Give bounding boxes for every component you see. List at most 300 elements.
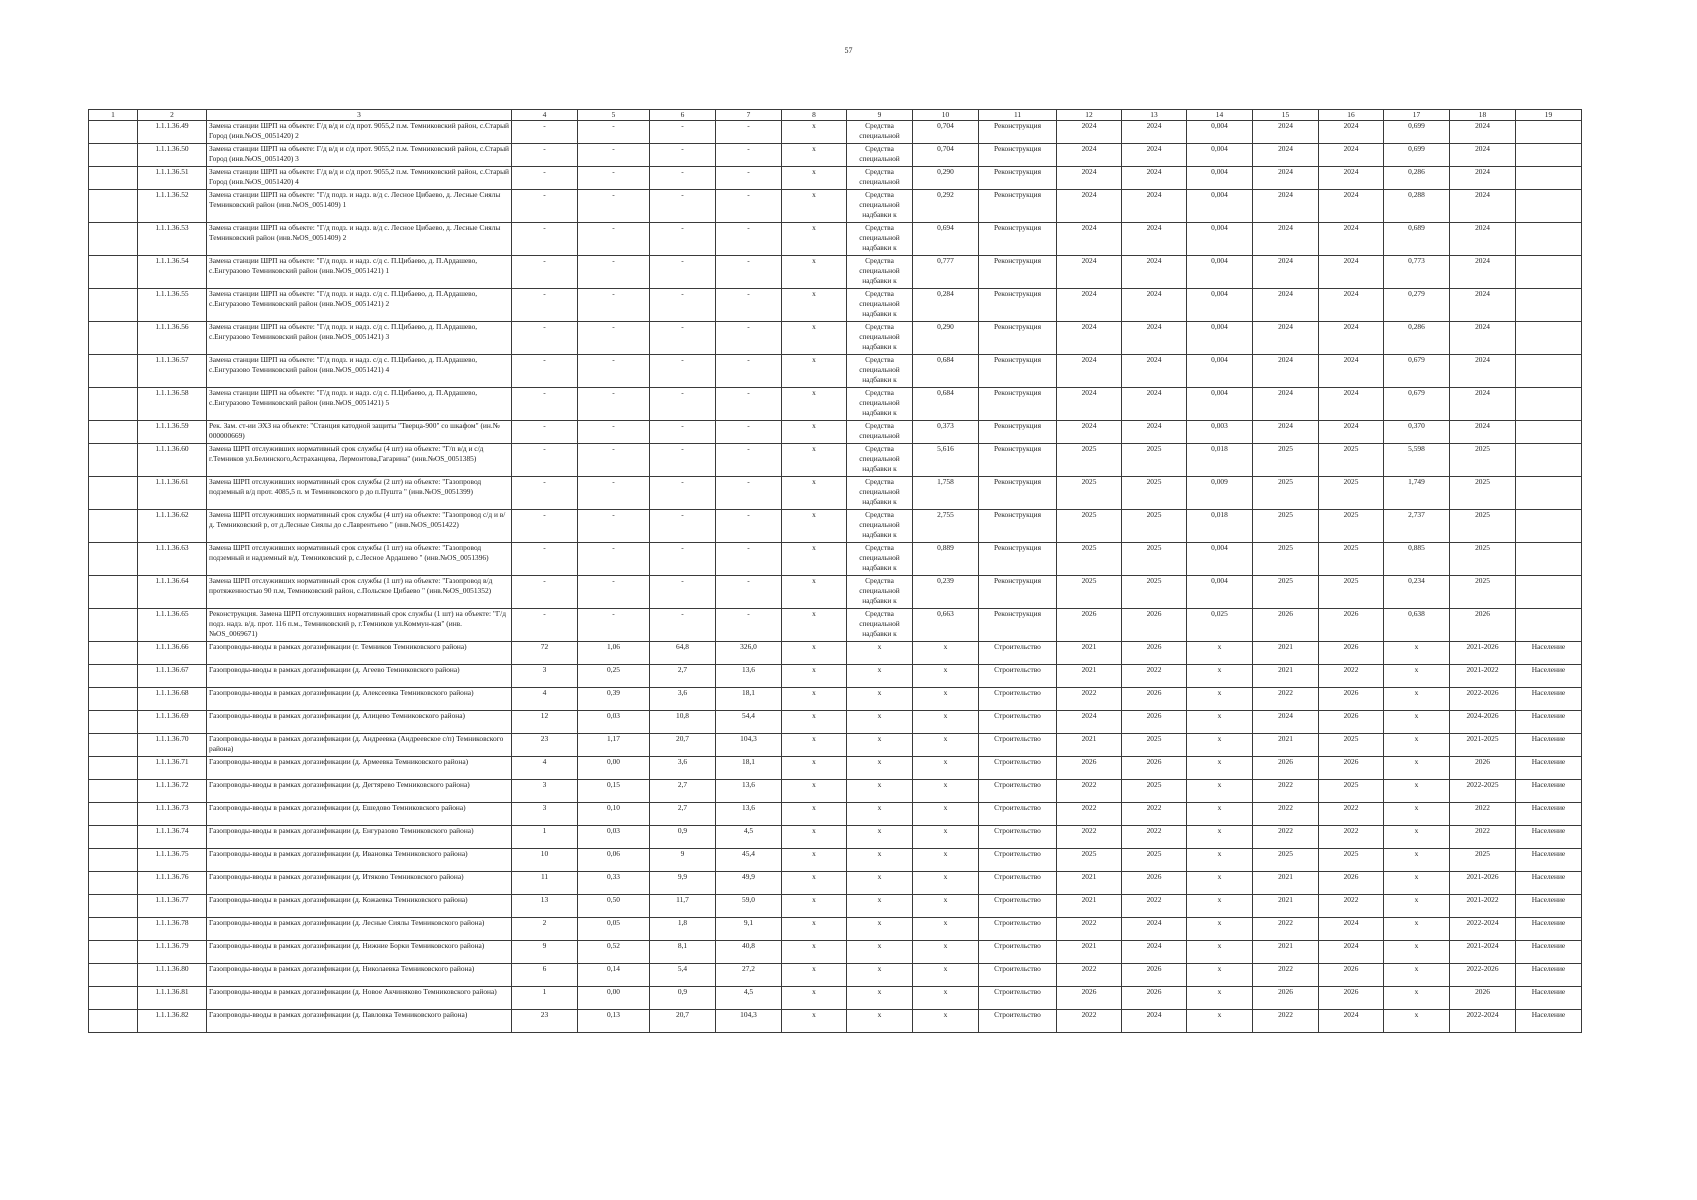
row-col-4: - [512, 576, 578, 609]
row-col-4: - [512, 223, 578, 256]
row-col-16: 2025 [1319, 543, 1384, 576]
row-description: Газопроводы-вводы в рамках догазификации (д. Армеевка Темниковского района) [207, 757, 512, 780]
row-col-10: 0,290 [913, 322, 979, 355]
row-col-14: 0,004 [1187, 543, 1253, 576]
row-cell-1 [89, 918, 138, 941]
column-number: 5 [578, 110, 650, 121]
row-col-16: 2024 [1319, 190, 1384, 223]
row-col-16: 2026 [1319, 872, 1384, 895]
row-description: Газопроводы-вводы в рамках догазификации (г. Темников Темниковского района) [207, 642, 512, 665]
row-col-14: х [1187, 918, 1253, 941]
row-col-13: 2025 [1122, 780, 1187, 803]
row-period: 2025 [1450, 576, 1516, 609]
row-col-16: 2026 [1319, 757, 1384, 780]
row-consumer [1516, 576, 1582, 609]
row-period: 2021-2026 [1450, 642, 1516, 665]
column-number: 16 [1319, 110, 1384, 121]
row-col-17: х [1384, 826, 1450, 849]
row-funding-source: Средства специальной надбавки к [847, 223, 913, 256]
row-col-15: 2024 [1253, 256, 1319, 289]
row-id: 1.1.1.36.51 [138, 167, 207, 190]
row-col-10: 5,616 [913, 444, 979, 477]
row-col-4: 6 [512, 964, 578, 987]
row-col-14: 0,004 [1187, 121, 1253, 144]
row-consumer: Население [1516, 941, 1582, 964]
row-col-6: 20,7 [650, 734, 716, 757]
row-col-13: 2024 [1122, 941, 1187, 964]
row-description: Замена ШРП отслуживших нормативный срок службы (4 шт) на объекте: "Г/п в/д и с/д г.Темников ул.Белинского,Астраханцева, Лермонтова,Гагарина" (инв.№OS_0051385) [207, 444, 512, 477]
row-col-10: х [913, 826, 979, 849]
row-consumer [1516, 355, 1582, 388]
row-period: 2021-2024 [1450, 941, 1516, 964]
row-col-8: х [782, 642, 847, 665]
row-col-4: 23 [512, 734, 578, 757]
row-col-17: 0,679 [1384, 355, 1450, 388]
row-col-12: 2021 [1057, 895, 1122, 918]
row-funding-source: Средства специальной [847, 144, 913, 167]
row-col-4: - [512, 190, 578, 223]
row-col-6: - [650, 223, 716, 256]
row-col-4: - [512, 144, 578, 167]
row-cell-1 [89, 121, 138, 144]
row-cell-1 [89, 757, 138, 780]
row-col-10: 0,684 [913, 355, 979, 388]
row-col-8: х [782, 510, 847, 543]
column-number: 17 [1384, 110, 1450, 121]
row-work-type: Реконструкция [979, 510, 1057, 543]
row-col-16: 2024 [1319, 167, 1384, 190]
row-consumer [1516, 121, 1582, 144]
row-col-4: - [512, 609, 578, 642]
row-period: 2024 [1450, 289, 1516, 322]
row-consumer: Население [1516, 826, 1582, 849]
row-col-8: х [782, 780, 847, 803]
row-col-5: 0,03 [578, 826, 650, 849]
row-col-5: 0,39 [578, 688, 650, 711]
row-funding-source: Средства специальной надбавки к [847, 322, 913, 355]
row-cell-1 [89, 780, 138, 803]
row-col-8: х [782, 121, 847, 144]
row-col-7: 13,6 [716, 780, 782, 803]
row-col-17: х [1384, 780, 1450, 803]
row-col-5: 0,00 [578, 987, 650, 1010]
row-work-type: Строительство [979, 711, 1057, 734]
row-consumer [1516, 289, 1582, 322]
row-consumer: Население [1516, 780, 1582, 803]
row-work-type: Реконструкция [979, 388, 1057, 421]
row-consumer [1516, 190, 1582, 223]
row-col-14: х [1187, 665, 1253, 688]
row-col-12: 2024 [1057, 289, 1122, 322]
row-id: 1.1.1.36.72 [138, 780, 207, 803]
table-row [89, 872, 1582, 895]
row-col-8: х [782, 477, 847, 510]
row-col-7: - [716, 576, 782, 609]
row-col-16: 2025 [1319, 780, 1384, 803]
row-col-5: - [578, 421, 650, 444]
row-consumer: Население [1516, 711, 1582, 734]
row-col-8: х [782, 734, 847, 757]
row-col-17: х [1384, 987, 1450, 1010]
row-col-17: 0,286 [1384, 167, 1450, 190]
row-col-13: 2026 [1122, 757, 1187, 780]
row-funding-source: Средства специальной [847, 167, 913, 190]
row-col-16: 2024 [1319, 941, 1384, 964]
row-cell-1 [89, 190, 138, 223]
row-col-12: 2024 [1057, 121, 1122, 144]
row-col-4: 13 [512, 895, 578, 918]
row-cell-1 [89, 289, 138, 322]
row-col-4: 4 [512, 757, 578, 780]
row-id: 1.1.1.36.53 [138, 223, 207, 256]
row-col-7: 59,0 [716, 895, 782, 918]
row-col-13: 2025 [1122, 477, 1187, 510]
row-col-6: - [650, 510, 716, 543]
row-col-15: 2024 [1253, 190, 1319, 223]
row-col-16: 2022 [1319, 826, 1384, 849]
row-col-6: 20,7 [650, 1010, 716, 1033]
row-col-7: 4,5 [716, 987, 782, 1010]
row-col-6: 0,9 [650, 987, 716, 1010]
row-period: 2025 [1450, 510, 1516, 543]
table-row [89, 167, 1582, 190]
row-col-10: 0,704 [913, 144, 979, 167]
row-id: 1.1.1.36.82 [138, 1010, 207, 1033]
row-col-5: - [578, 609, 650, 642]
row-col-13: 2026 [1122, 964, 1187, 987]
row-cell-1 [89, 711, 138, 734]
row-col-6: - [650, 256, 716, 289]
row-col-5: - [578, 510, 650, 543]
row-cell-1 [89, 421, 138, 444]
row-id: 1.1.1.36.78 [138, 918, 207, 941]
row-col-13: 2025 [1122, 543, 1187, 576]
row-col-15: 2022 [1253, 918, 1319, 941]
row-col-17: 2,737 [1384, 510, 1450, 543]
row-col-12: 2021 [1057, 665, 1122, 688]
register-table [88, 109, 1582, 1033]
row-col-14: х [1187, 711, 1253, 734]
column-number: 1 [89, 110, 138, 121]
row-col-17: 0,699 [1384, 144, 1450, 167]
row-col-6: 10,8 [650, 711, 716, 734]
row-funding-source: х [847, 895, 913, 918]
page-number: 57 [844, 46, 853, 55]
row-col-4: 12 [512, 711, 578, 734]
table-row [89, 223, 1582, 256]
row-col-15: 2025 [1253, 576, 1319, 609]
row-consumer: Население [1516, 734, 1582, 757]
row-col-6: 3,6 [650, 757, 716, 780]
row-id: 1.1.1.36.67 [138, 665, 207, 688]
row-col-6: - [650, 421, 716, 444]
row-col-4: - [512, 121, 578, 144]
row-col-10: х [913, 688, 979, 711]
row-work-type: Строительство [979, 734, 1057, 757]
row-col-13: 2024 [1122, 190, 1187, 223]
row-col-12: 2025 [1057, 576, 1122, 609]
row-description: Замена станции ШРП на объекте: "Г/д подз. и надз. с/д с. П.Цибаево, д. П.Ардашево, с.Енгуразово Темниковский район (инв.№OS_0051421) 3 [207, 322, 512, 355]
row-col-4: - [512, 322, 578, 355]
row-col-13: 2025 [1122, 734, 1187, 757]
row-col-16: 2025 [1319, 734, 1384, 757]
row-col-16: 2026 [1319, 609, 1384, 642]
row-col-14: х [1187, 964, 1253, 987]
row-consumer [1516, 223, 1582, 256]
row-cell-1 [89, 355, 138, 388]
row-description: Газопроводы-вводы в рамках догазификации (д. Ешедово Темниковского района) [207, 803, 512, 826]
row-col-16: 2024 [1319, 256, 1384, 289]
row-cell-1 [89, 167, 138, 190]
row-col-17: 0,638 [1384, 609, 1450, 642]
row-col-10: 2,755 [913, 510, 979, 543]
row-cell-1 [89, 803, 138, 826]
row-period: 2024 [1450, 355, 1516, 388]
row-col-6: 5,4 [650, 964, 716, 987]
row-description: Газопроводы-вводы в рамках догазификации (д. Кожаевка Темниковского района) [207, 895, 512, 918]
row-cell-1 [89, 895, 138, 918]
table-row [89, 665, 1582, 688]
row-col-12: 2026 [1057, 757, 1122, 780]
row-col-10: 1,758 [913, 477, 979, 510]
row-col-6: - [650, 444, 716, 477]
row-consumer: Население [1516, 849, 1582, 872]
row-col-5: - [578, 444, 650, 477]
row-col-12: 2022 [1057, 964, 1122, 987]
column-number: 18 [1450, 110, 1516, 121]
row-id: 1.1.1.36.71 [138, 757, 207, 780]
row-col-14: 0,004 [1187, 256, 1253, 289]
row-col-15: 2025 [1253, 510, 1319, 543]
row-col-16: 2024 [1319, 144, 1384, 167]
row-id: 1.1.1.36.61 [138, 477, 207, 510]
column-number: 10 [913, 110, 979, 121]
row-cell-1 [89, 256, 138, 289]
row-period: 2025 [1450, 444, 1516, 477]
row-funding-source: Средства специальной надбавки к [847, 510, 913, 543]
row-col-14: х [1187, 895, 1253, 918]
row-col-10: 0,889 [913, 543, 979, 576]
table-row [89, 355, 1582, 388]
row-col-5: - [578, 543, 650, 576]
row-col-12: 2022 [1057, 1010, 1122, 1033]
row-col-5: 0,25 [578, 665, 650, 688]
row-col-6: - [650, 609, 716, 642]
row-col-15: 2024 [1253, 388, 1319, 421]
row-description: Рек. Зам. ст-ии ЭХЗ на объекте: "Станция катодной защиты "Тверца-900" со шкафом" (ин.№ 000000669) [207, 421, 512, 444]
row-id: 1.1.1.36.74 [138, 826, 207, 849]
row-col-15: 2024 [1253, 289, 1319, 322]
row-consumer [1516, 256, 1582, 289]
row-col-15: 2025 [1253, 543, 1319, 576]
row-col-8: х [782, 964, 847, 987]
row-col-4: - [512, 510, 578, 543]
row-description: Замена станции ШРП на объекте: "Г/д подз. и надз. с/д с. П.Цибаево, д. П.Ардашево, с.Енгуразово Темниковский район (инв.№OS_0051421) 5 [207, 388, 512, 421]
row-work-type: Реконструкция [979, 355, 1057, 388]
row-col-17: х [1384, 1010, 1450, 1033]
row-col-6: 3,6 [650, 688, 716, 711]
row-id: 1.1.1.36.50 [138, 144, 207, 167]
row-cell-1 [89, 849, 138, 872]
row-col-4: 3 [512, 803, 578, 826]
row-funding-source: Средства специальной надбавки к [847, 388, 913, 421]
row-work-type: Строительство [979, 688, 1057, 711]
row-col-7: 18,1 [716, 757, 782, 780]
row-col-5: - [578, 167, 650, 190]
row-id: 1.1.1.36.75 [138, 849, 207, 872]
row-col-15: 2022 [1253, 826, 1319, 849]
row-col-12: 2025 [1057, 477, 1122, 510]
table-row [89, 895, 1582, 918]
row-col-5: - [578, 322, 650, 355]
row-col-6: 0,9 [650, 826, 716, 849]
column-number: 7 [716, 110, 782, 121]
table-row [89, 421, 1582, 444]
row-col-6: - [650, 543, 716, 576]
row-col-17: х [1384, 895, 1450, 918]
row-period: 2021-2022 [1450, 665, 1516, 688]
row-period: 2025 [1450, 477, 1516, 510]
row-col-15: 2024 [1253, 121, 1319, 144]
row-period: 2026 [1450, 757, 1516, 780]
row-col-7: - [716, 543, 782, 576]
row-consumer [1516, 477, 1582, 510]
row-col-5: 0,00 [578, 757, 650, 780]
row-id: 1.1.1.36.49 [138, 121, 207, 144]
row-work-type: Строительство [979, 642, 1057, 665]
row-funding-source: Средства специальной надбавки к [847, 576, 913, 609]
column-number: 11 [979, 110, 1057, 121]
row-col-17: 0,689 [1384, 223, 1450, 256]
row-description: Замена станции ШРП на объекте: "Г/д подз. и надз. в/д с. Лесное Цибаево, д. Лесные Сиялы Темниковский район (инв.№OS_0051409) 1 [207, 190, 512, 223]
row-id: 1.1.1.36.60 [138, 444, 207, 477]
row-period: 2022-2024 [1450, 1010, 1516, 1033]
row-consumer: Население [1516, 803, 1582, 826]
row-col-17: 0,288 [1384, 190, 1450, 223]
row-col-12: 2021 [1057, 642, 1122, 665]
table-row [89, 826, 1582, 849]
row-col-8: х [782, 872, 847, 895]
row-cell-1 [89, 987, 138, 1010]
row-description: Замена станции ШРП на объекте: "Г/д подз. и надз. в/д с. Лесное Цибаево, д. Лесные Сиялы Темниковский район (инв.№OS_0051409) 2 [207, 223, 512, 256]
row-description: Газопроводы-вводы в рамках догазификации (д. Агеево Темниковского района) [207, 665, 512, 688]
row-period: 2025 [1450, 849, 1516, 872]
row-funding-source: Средства специальной надбавки к [847, 609, 913, 642]
row-col-10: 0,292 [913, 190, 979, 223]
row-col-13: 2024 [1122, 167, 1187, 190]
row-col-5: 0,52 [578, 941, 650, 964]
row-col-4: 72 [512, 642, 578, 665]
row-col-8: х [782, 826, 847, 849]
row-work-type: Реконструкция [979, 576, 1057, 609]
row-col-15: 2024 [1253, 223, 1319, 256]
row-period: 2024 [1450, 121, 1516, 144]
row-col-4: - [512, 256, 578, 289]
row-col-10: х [913, 757, 979, 780]
row-col-13: 2024 [1122, 918, 1187, 941]
row-col-10: 0,684 [913, 388, 979, 421]
row-id: 1.1.1.36.56 [138, 322, 207, 355]
row-col-10: х [913, 734, 979, 757]
table-row [89, 987, 1582, 1010]
row-period: 2022-2026 [1450, 688, 1516, 711]
row-cell-1 [89, 322, 138, 355]
row-col-5: 0,10 [578, 803, 650, 826]
row-consumer [1516, 144, 1582, 167]
row-col-7: - [716, 121, 782, 144]
row-col-13: 2026 [1122, 872, 1187, 895]
row-funding-source: х [847, 1010, 913, 1033]
row-col-12: 2024 [1057, 223, 1122, 256]
row-col-17: х [1384, 918, 1450, 941]
row-period: 2024 [1450, 223, 1516, 256]
row-work-type: Реконструкция [979, 609, 1057, 642]
row-col-13: 2024 [1122, 144, 1187, 167]
row-work-type: Реконструкция [979, 144, 1057, 167]
row-col-12: 2021 [1057, 941, 1122, 964]
row-consumer: Население [1516, 872, 1582, 895]
row-col-5: - [578, 256, 650, 289]
row-funding-source: х [847, 665, 913, 688]
row-col-4: 3 [512, 665, 578, 688]
row-period: 2026 [1450, 987, 1516, 1010]
row-col-6: - [650, 190, 716, 223]
row-col-7: - [716, 167, 782, 190]
row-work-type: Реконструкция [979, 477, 1057, 510]
row-col-7: 54,4 [716, 711, 782, 734]
row-col-14: 0,025 [1187, 609, 1253, 642]
row-consumer: Население [1516, 918, 1582, 941]
row-col-17: 0,370 [1384, 421, 1450, 444]
row-cell-1 [89, 576, 138, 609]
row-cell-1 [89, 609, 138, 642]
row-col-17: х [1384, 642, 1450, 665]
row-description: Газопроводы-вводы в рамках догазификации (д. Лесные Сиялы Темниковского района) [207, 918, 512, 941]
row-id: 1.1.1.36.52 [138, 190, 207, 223]
row-col-14: х [1187, 642, 1253, 665]
row-work-type: Реконструкция [979, 256, 1057, 289]
row-col-8: х [782, 803, 847, 826]
row-funding-source: х [847, 872, 913, 895]
row-cell-1 [89, 223, 138, 256]
row-description: Газопроводы-вводы в рамках догазификации (д. Алексеевка Темниковского района) [207, 688, 512, 711]
row-col-6: 2,7 [650, 665, 716, 688]
row-col-7: - [716, 609, 782, 642]
table-row [89, 757, 1582, 780]
row-col-13: 2024 [1122, 421, 1187, 444]
table-row [89, 918, 1582, 941]
row-col-7: - [716, 289, 782, 322]
row-consumer: Население [1516, 987, 1582, 1010]
row-col-15: 2021 [1253, 734, 1319, 757]
row-col-16: 2022 [1319, 665, 1384, 688]
column-number: 2 [138, 110, 207, 121]
row-col-7: 104,3 [716, 1010, 782, 1033]
row-col-13: 2025 [1122, 510, 1187, 543]
row-col-8: х [782, 256, 847, 289]
row-col-7: 9,1 [716, 918, 782, 941]
row-col-7: - [716, 444, 782, 477]
row-work-type: Строительство [979, 826, 1057, 849]
row-col-12: 2024 [1057, 190, 1122, 223]
row-period: 2024-2026 [1450, 711, 1516, 734]
row-col-7: - [716, 421, 782, 444]
row-funding-source: х [847, 780, 913, 803]
row-col-7: - [716, 190, 782, 223]
row-col-14: х [1187, 803, 1253, 826]
row-work-type: Строительство [979, 780, 1057, 803]
row-consumer: Население [1516, 1010, 1582, 1033]
